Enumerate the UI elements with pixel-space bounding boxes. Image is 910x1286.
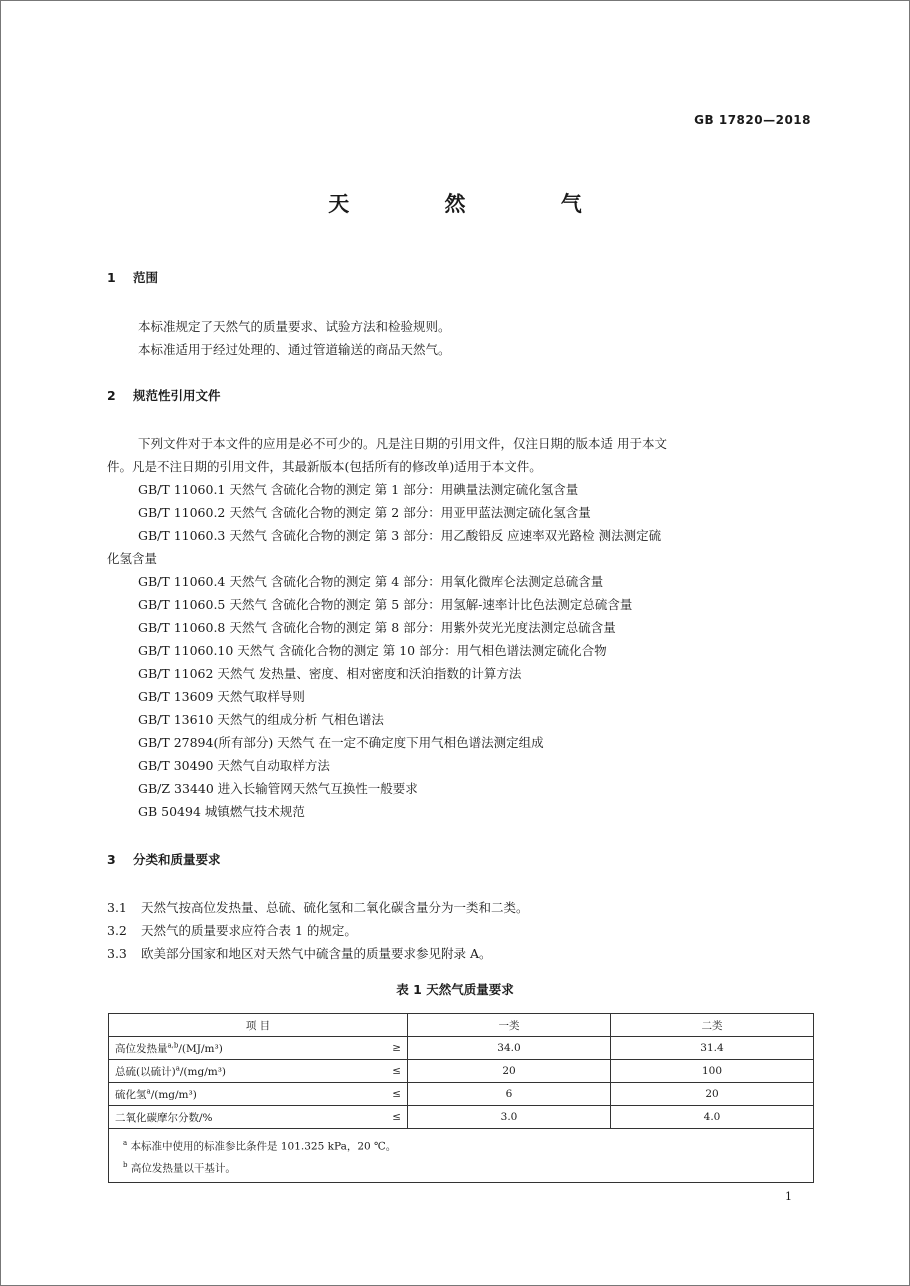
- section-number: 1: [107, 270, 116, 285]
- reference-item: GB/T 13609 天然气取样导则: [138, 689, 305, 704]
- table-caption: 表 1 天然气质量要求: [396, 982, 514, 997]
- reference-item-continued: 化氢含量: [107, 551, 158, 566]
- section-3-heading: [107, 850, 221, 868]
- table-notes: [109, 1129, 814, 1183]
- table-note: $^a$ 本标准中使用的标准参比条件是 101.325 kPa，20 ℃。: [123, 1139, 397, 1153]
- reference-item: GB/T 11060.10 天然气 含硫化合物的测定 第 10 部分：用气相色谱法测定硫化合物: [138, 643, 607, 658]
- table-row: [109, 1083, 814, 1106]
- section-number: 2: [107, 388, 116, 403]
- reference-item: GB/T 11060.4 天然气 含硫化合物的测定 第 4 部分：用氧化微库仑法测定总硫含量: [138, 574, 604, 589]
- table-notes-row: [109, 1129, 814, 1183]
- table-row: [109, 1037, 814, 1060]
- clause-text: 天然气按高位发热量、总硫、硫化氢和二氧化碳含量分为一类和二类。: [141, 900, 529, 915]
- section-2-heading: [107, 386, 221, 404]
- reference-item: GB/T 11060.5 天然气 含硫化合物的测定 第 5 部分：用氢解-速率计比色法测定总硫含量: [138, 597, 633, 612]
- value-class-1: 6: [408, 1083, 611, 1106]
- section-title: 分类和质量要求: [133, 852, 221, 867]
- section-title: 规范性引用文件: [133, 388, 221, 403]
- row-label: 二氧化碳摩尔分数/%: [109, 1106, 376, 1129]
- reference-item: GB/T 13610 天然气的组成分析 气相色谱法: [138, 712, 384, 727]
- reference-item: GB/T 30490 天然气自动取样方法: [138, 758, 330, 773]
- paragraph: 本标准规定了天然气的质量要求、试验方法和检验规则。: [138, 319, 451, 334]
- value-class-2: 100: [611, 1060, 814, 1083]
- quality-requirements-table: [108, 1013, 814, 1183]
- clause-3-2: [107, 921, 357, 939]
- comparison-symbol: ≤: [375, 1083, 408, 1106]
- section-title: 范围: [133, 270, 159, 285]
- paragraph: 本标准适用于经过处理的、通过管道输送的商品天然气。: [138, 342, 451, 357]
- table-note: $^b$ 高位发热量以干基计。: [123, 1161, 236, 1175]
- comparison-symbol: ≥: [375, 1037, 408, 1060]
- clause-number: 3.3: [107, 946, 127, 961]
- value-class-1: 20: [408, 1060, 611, 1083]
- reference-item: GB/T 27894(所有部分) 天然气 在一定不确定度下用气相色谱法测定组成: [138, 735, 544, 750]
- reference-item: GB/T 11060.3 天然气 含硫化合物的测定 第 3 部分：用乙酸铅反 应速率双光路检 测法测定硫: [138, 528, 662, 543]
- value-class-2: 20: [611, 1083, 814, 1106]
- header-class-1: 一类: [408, 1014, 611, 1037]
- table-header-row: [109, 1014, 814, 1037]
- comparison-symbol: ≤: [375, 1060, 408, 1083]
- document-title: 天 然 气: [328, 192, 626, 216]
- reference-item: GB/T 11060.1 天然气 含硫化合物的测定 第 1 部分：用碘量法测定硫化氢含量: [138, 482, 579, 497]
- header-item: 项 目: [109, 1014, 408, 1037]
- reference-item: GB 50494 城镇燃气技术规范: [138, 804, 305, 819]
- reference-item: GB/T 11060.2 天然气 含硫化合物的测定 第 2 部分：用亚甲蓝法测定硫化氢含量: [138, 505, 591, 520]
- standard-code: GB 17820—2018: [694, 113, 811, 127]
- reference-item: GB/Z 33440 进入长输管网天然气互换性一般要求: [138, 781, 418, 796]
- value-class-2: 4.0: [611, 1106, 814, 1129]
- value-class-1: 3.0: [408, 1106, 611, 1129]
- paragraph: 下列文件对于本文件的应用是必不可少的。凡是注日期的引用文件，仅注日期的版本适 用于本文: [138, 436, 667, 451]
- clause-3-1: [107, 898, 529, 916]
- header-class-2: 二类: [611, 1014, 814, 1037]
- clause-number: 3.1: [107, 900, 127, 915]
- page-number: 1: [785, 1190, 792, 1203]
- value-class-1: 34.0: [408, 1037, 611, 1060]
- clause-3-3: [107, 944, 492, 962]
- comparison-symbol: ≤: [375, 1106, 408, 1129]
- clause-text: 欧美部分国家和地区对天然气中硫含量的质量要求参见附录 A。: [141, 946, 492, 961]
- table-row: [109, 1106, 814, 1129]
- paragraph: 件。凡是不注日期的引用文件，其最新版本(包括所有的修改单)适用于本文件。: [107, 459, 542, 474]
- reference-item: GB/T 11062 天然气 发热量、密度、相对密度和沃泊指数的计算方法: [138, 666, 522, 681]
- table-row: [109, 1060, 814, 1083]
- section-1-heading: [107, 268, 158, 286]
- row-label: 总硫(以硫计)$^a$/(mg/m³): [109, 1060, 376, 1083]
- clause-number: 3.2: [107, 923, 127, 938]
- reference-item: GB/T 11060.8 天然气 含硫化合物的测定 第 8 部分：用紫外荧光光度法测定总硫含量: [138, 620, 616, 635]
- clause-text: 天然气的质量要求应符合表 1 的规定。: [141, 923, 357, 938]
- row-label: 硫化氢$^a$/(mg/m³): [109, 1083, 376, 1106]
- section-number: 3: [107, 852, 116, 867]
- value-class-2: 31.4: [611, 1037, 814, 1060]
- row-label: 高位发热量$^{a,b}$/(MJ/m³): [109, 1037, 376, 1060]
